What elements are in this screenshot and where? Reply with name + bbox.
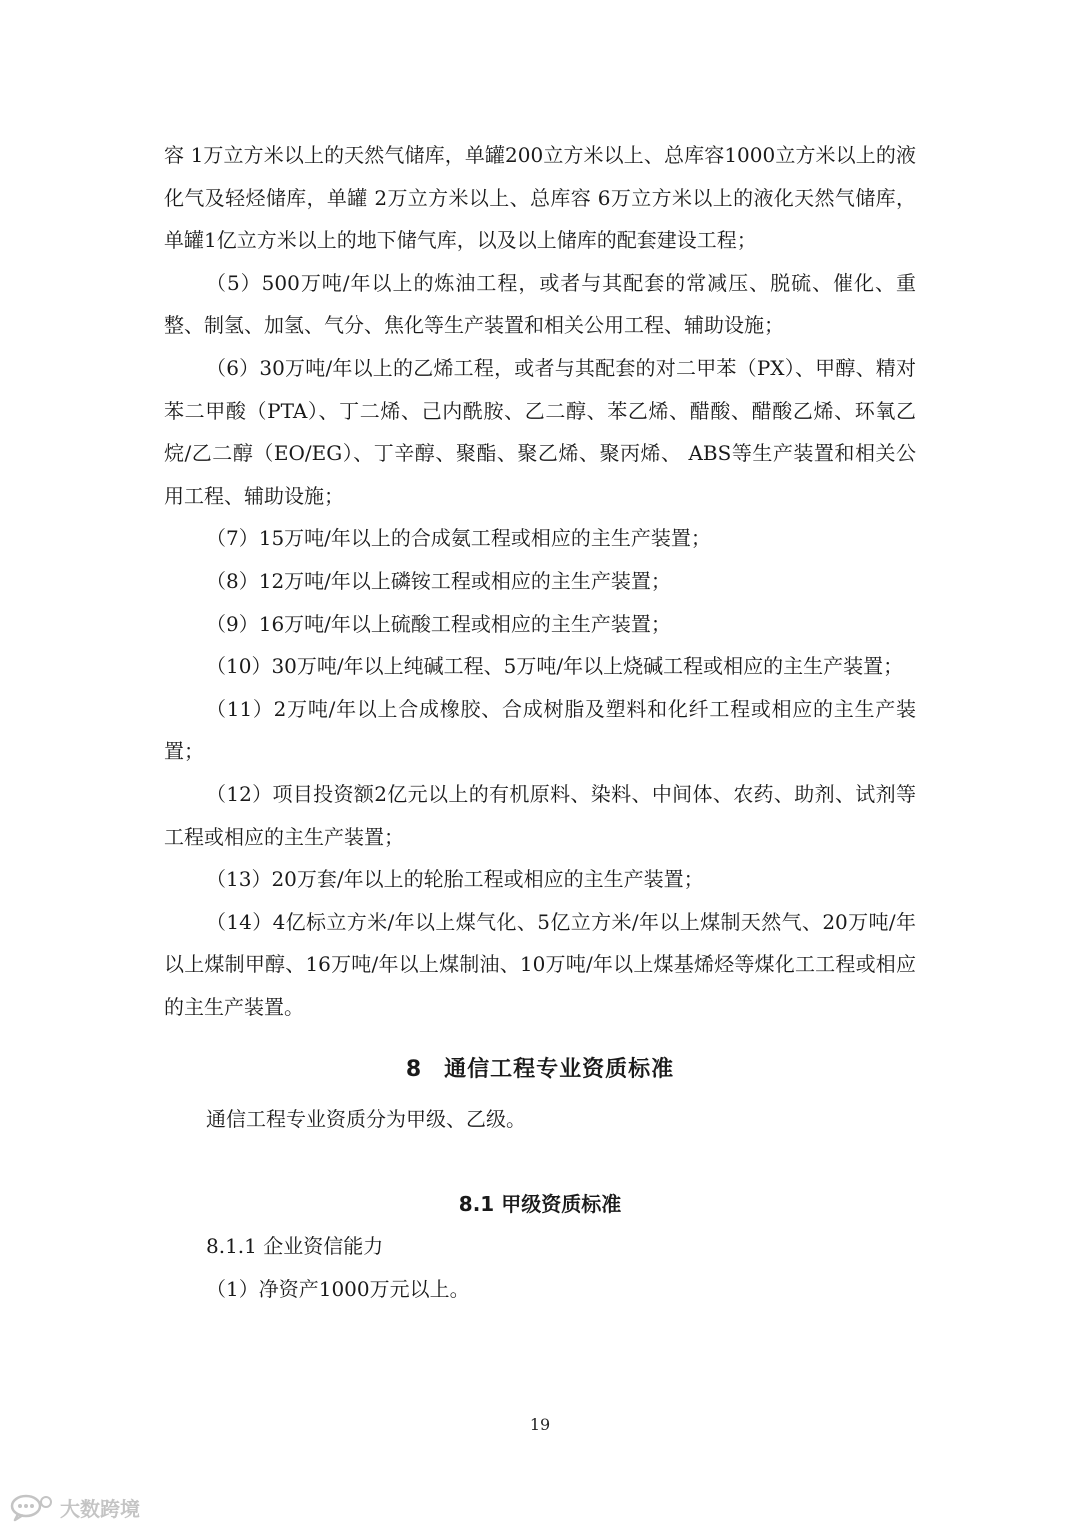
section-number: 8 (405, 1057, 423, 1083)
paragraph-storage-capacity: 容 1万立方米以上的天然气储库，单罐200立方米以上、总库容1000立方米以上的液化气及轻烃储库，单罐 2万立方米以上、总库容 6万立方米以上的液化天然气储库，单罐1亿立方米以上的地下储气库，以及以上储库的配套建设工程； (164, 143, 916, 253)
chat-bubble-logo-icon (8, 1492, 54, 1522)
section-title: 通信工程专业资质标准 (444, 1057, 675, 1083)
paragraph-item-14: （14）4亿标立方米/年以上煤气化、5亿立方米/年以上煤制天然气、20万吨/年以上煤制甲醇、16万吨/年以上煤制油、10万吨/年以上煤基烯烃等煤化工工程或相应的主生产装置。 (164, 909, 916, 1019)
paragraph-item-8: （8）12万吨/年以上磷铵工程或相应的主生产装置； (206, 568, 671, 593)
clause-item-net-assets: （1）净资产1000万元以上。 (206, 1276, 470, 1301)
paragraph-item-6: （6）30万吨/年以上的乙烯工程，或者与其配套的对二甲苯（PX）、甲醇、精对苯二甲酸（PTA）、丁二烯、己内酰胺、乙二醇、苯乙烯、醋酸、醋酸乙烯、环氧乙烷/乙二醇（EO/EG）、丁辛醇、聚酯、聚乙烯、聚丙烯、 ABS等生产装置和相关公用工程、辅助设施； (164, 355, 916, 508)
clause-title: 8.1.1 企业资信能力 (206, 1234, 384, 1259)
page-content (164, 134, 916, 1310)
watermark (8, 1490, 140, 1524)
paragraph-item-9: （9）16万吨/年以上硫酸工程或相应的主生产装置； (206, 611, 671, 636)
paragraph-item-11: （11）2万吨/年以上合成橡胶、合成树脂及塑料和化纤工程或相应的主生产装置； (164, 696, 916, 764)
paragraph-item-10: （10）30万吨/年以上纯碱工程、5万吨/年以上烧碱工程或相应的主生产装置； (206, 654, 904, 679)
paragraph-item-12: （12）项目投资额2亿元以上的有机原料、染料、中间体、农药、助剂、试剂等工程或相应的主生产装置； (164, 781, 916, 849)
paragraph-item-7: （7）15万吨/年以上的合成氨工程或相应的主生产装置； (206, 526, 711, 551)
section-intro: 通信工程专业资质分为甲级、乙级。 (206, 1107, 526, 1132)
paragraph-item-13: （13）20万套/年以上的轮胎工程或相应的主生产装置； (206, 867, 704, 892)
paragraph-item-5: （5）500万吨/年以上的炼油工程，或者与其配套的常减压、脱硫、催化、重整、制氢、加氢、气分、焦化等生产装置和相关公用工程、辅助设施； (164, 270, 916, 338)
subsection-heading: 8.1 甲级资质标准 (458, 1192, 622, 1217)
watermark-text: 大数跨境 (60, 1496, 140, 1521)
section-heading (164, 1042, 916, 1098)
page-number: 19 (529, 1415, 551, 1434)
